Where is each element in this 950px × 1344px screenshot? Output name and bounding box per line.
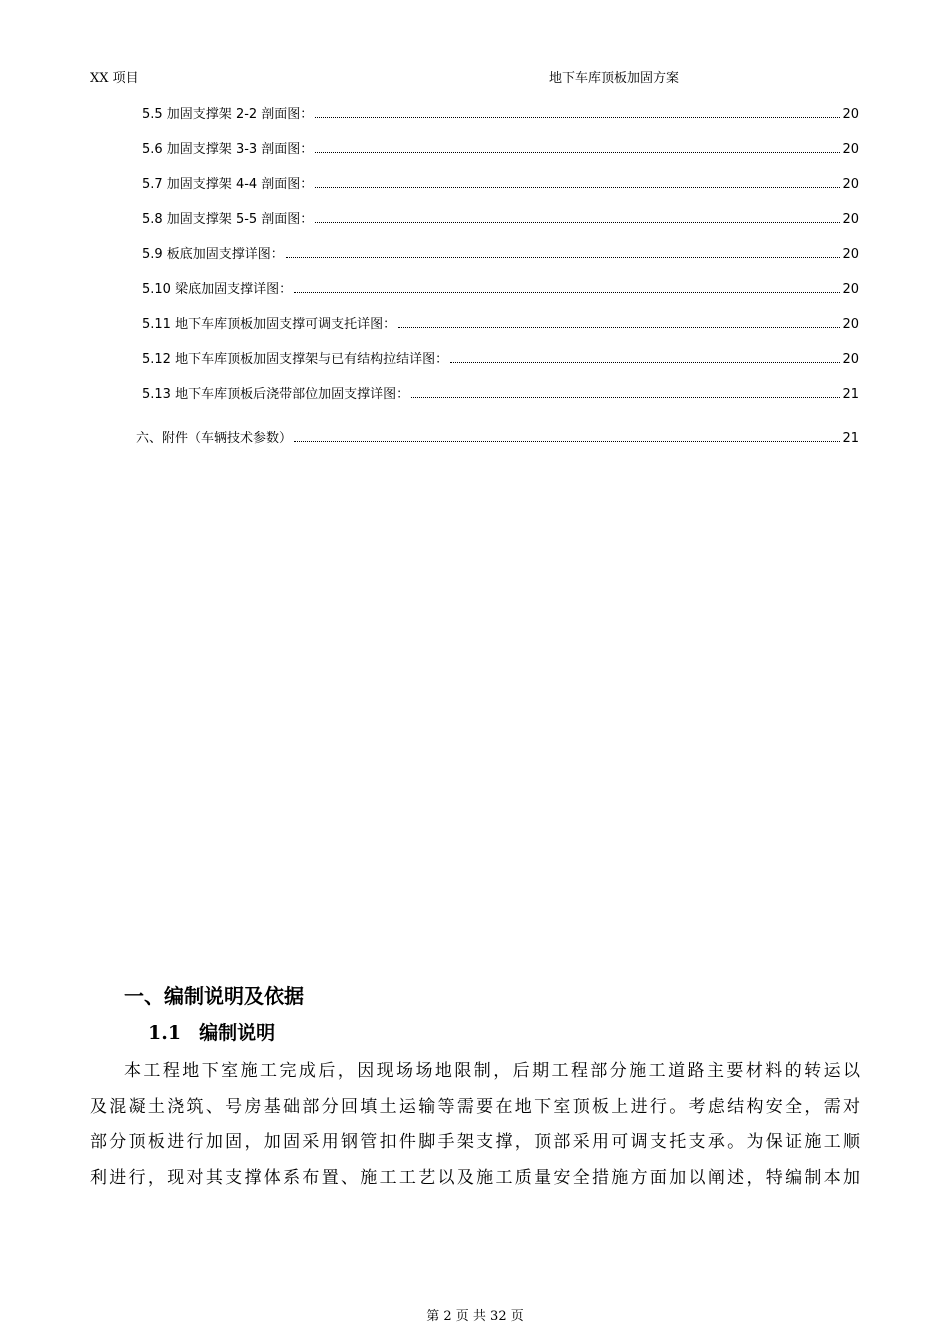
toc-entry-label: 5.6 加固支撑架 3-3 剖面图： — [142, 142, 314, 157]
toc-entry-page: 20 — [842, 247, 859, 262]
toc-entry-label: 5.10 梁底加固支撑详图： — [142, 282, 293, 297]
toc-entry[interactable] — [142, 103, 859, 121]
body-paragraph — [90, 1054, 860, 1196]
toc-entry-page: 20 — [842, 282, 859, 297]
toc-entry-label: 六、附件（车辆技术参数） — [136, 431, 293, 446]
toc-entry-label: 5.8 加固支撑架 5-5 剖面图： — [142, 212, 314, 227]
toc-entry-label: 5.12 地下车库顶板加固支撑架与已有结构拉结详图： — [142, 352, 449, 367]
paragraph-line: 及混凝土浇筑、号房基础部分回填土运输等需要在地下室顶板上进行。考虑结构安全，需对 — [90, 1096, 860, 1117]
toc-leader-dots — [315, 106, 840, 118]
toc-entry-page: 20 — [842, 317, 859, 332]
toc-entry[interactable] — [142, 278, 859, 296]
toc-leader-dots — [315, 176, 840, 188]
toc-entry-page: 20 — [842, 177, 859, 192]
paragraph-line: 部分顶板进行加固，加固采用钢管扣件脚手架支撑，顶部采用可调支托支承。为保证施工顺 — [90, 1132, 860, 1152]
toc-entry-label: 5.5 加固支撑架 2-2 剖面图： — [142, 107, 314, 122]
toc-entry[interactable] — [136, 427, 859, 445]
toc-entry-page: 20 — [842, 142, 859, 157]
header-document-title: 地下车库顶板加固方案 — [549, 71, 680, 86]
toc-entry[interactable] — [142, 173, 859, 191]
toc-entry[interactable] — [142, 383, 859, 401]
toc-entry-page: 20 — [842, 352, 859, 367]
toc-leader-dots — [315, 141, 840, 153]
toc-entry-label: 5.9 板底加固支撑详图： — [142, 247, 284, 262]
header-project-name: XX 项目 — [90, 71, 139, 86]
toc-entry-page: 21 — [842, 431, 859, 446]
toc-entry[interactable] — [142, 138, 859, 156]
toc-leader-dots — [294, 430, 840, 442]
toc-entry[interactable] — [142, 348, 859, 366]
toc-entry-label: 5.7 加固支撑架 4-4 剖面图： — [142, 177, 314, 192]
toc-entry-page: 21 — [842, 387, 859, 402]
toc-leader-dots — [450, 351, 840, 363]
toc-leader-dots — [398, 316, 840, 328]
toc-entry-label: 5.11 地下车库顶板加固支撑可调支托详图： — [142, 317, 397, 332]
subsection-title: 编制说明 — [199, 1022, 276, 1044]
page-footer: 第 2 页 共 32 页 — [426, 1309, 524, 1324]
toc-leader-dots — [286, 246, 841, 258]
toc-leader-dots — [294, 281, 840, 293]
section-heading: 一、编制说明及依据 — [124, 984, 304, 1008]
toc-leader-dots — [315, 211, 840, 223]
subsection-heading — [148, 1018, 275, 1045]
paragraph-line: 利进行，现对其支撑体系布置、施工工艺以及施工质量安全措施方面加以阐述，特编制本加 — [90, 1167, 860, 1188]
toc-entry[interactable] — [142, 313, 859, 331]
toc-entry-page: 20 — [842, 107, 859, 122]
toc-entry-page: 20 — [842, 212, 859, 227]
subsection-number: 1.1 — [148, 1022, 182, 1044]
toc-entry-label: 5.13 地下车库顶板后浇带部位加固支撑详图： — [142, 387, 410, 402]
toc-leader-dots — [411, 386, 840, 398]
toc-entry[interactable] — [142, 243, 859, 261]
toc-entry[interactable] — [142, 208, 859, 226]
paragraph-line: 本工程地下室施工完成后，因现场场地限制，后期工程部分施工道路主要材料的转运以 — [124, 1061, 860, 1081]
